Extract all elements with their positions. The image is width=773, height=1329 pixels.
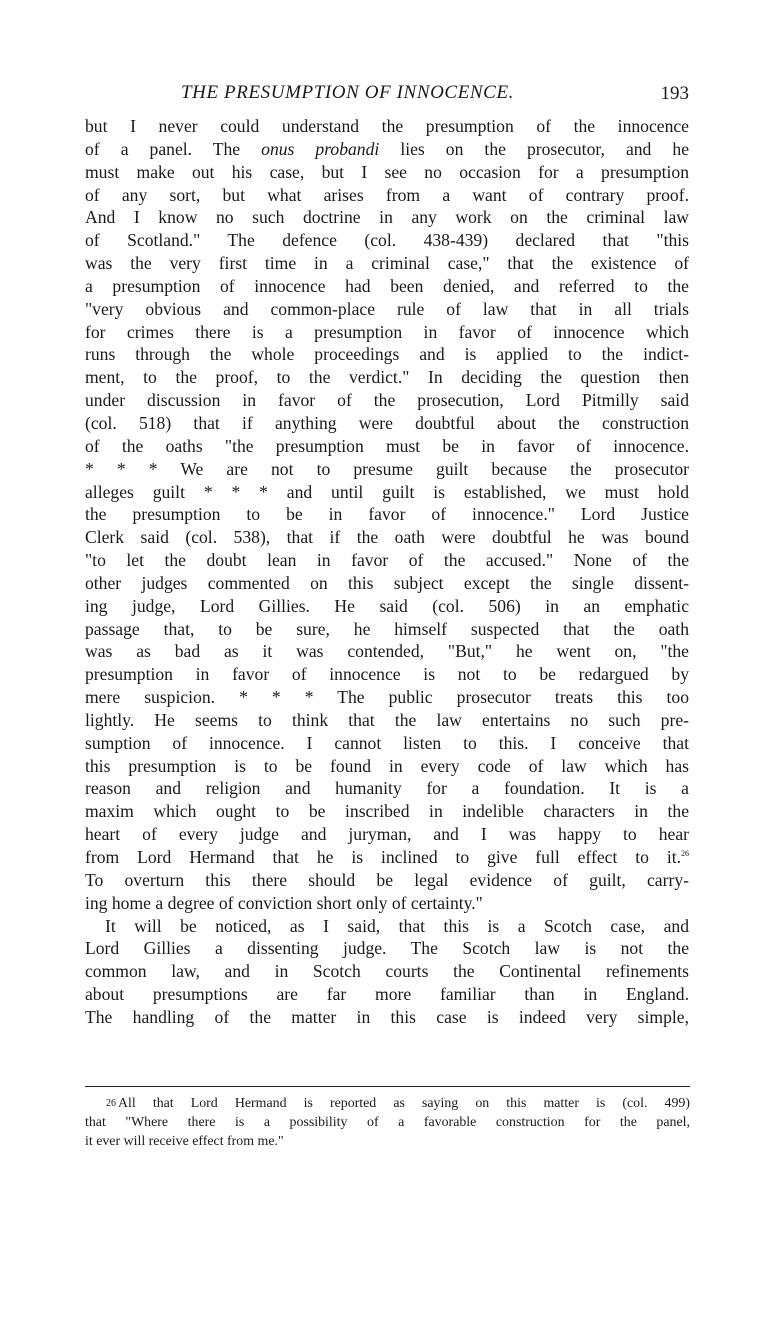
text-line: common law, and in Scotch courts the Continental refinements <box>85 961 689 982</box>
body-text <box>85 115 689 1029</box>
text-line: To overturn this there should be legal evidence of guilt, carry- <box>85 869 689 890</box>
paragraph-start-line: It will be noticed, as I said, that this is a Scotch case, and <box>105 915 689 936</box>
text-line: of Scotland." The defence (col. 438-439) declared that "this <box>85 230 689 251</box>
text-fragment: All that Lord Hermand is reported as saying on this matter is (col. 499) <box>118 1096 690 1111</box>
text-line: Lord Gillies a dissenting judge. The Scotch law is not the <box>85 938 689 959</box>
running-head <box>85 82 689 106</box>
text-line: was as bad as it was contended, "But," he went on, "the <box>85 641 689 662</box>
footnote-line: that "Where there is a possibility of a favorable construction for the panel, <box>85 1115 690 1130</box>
text-line: Clerk said (col. 538), that if the oath were doubtful he was bound <box>85 527 689 548</box>
text-line: ing home a degree of conviction short only of certainty." <box>85 892 483 913</box>
text-line: ment, to the proof, to the verdict." In deciding the question then <box>85 367 689 388</box>
text-line: And I know no such doctrine in any work on the criminal law <box>85 207 689 228</box>
text-line: maxim which ought to be inscribed in indelible characters in the <box>85 801 689 822</box>
footnote-divider <box>85 1086 690 1087</box>
text-fragment: lies on the prosecutor, and he <box>379 138 690 159</box>
text-fragment: of a panel. The <box>85 138 262 159</box>
text-line: of the oaths "the presumption must be in favor of innocence. <box>85 435 689 456</box>
text-line: * * * We are not to presume guilt because the prosecutor <box>85 458 689 479</box>
text-line: "very obvious and common-place rule of law that in all trials <box>85 298 689 319</box>
running-title: THE PRESUMPTION OF INNOCENCE. <box>181 82 515 103</box>
text-line: sumption of innocence. I cannot listen to this. I conceive that <box>85 732 689 753</box>
text-line: this presumption is to be found in every code of law which has <box>85 755 689 776</box>
text-line: ing judge, Lord Gillies. He said (col. 506) in an emphatic <box>85 595 689 616</box>
text-line: runs through the whole proceedings and is applied to the indict- <box>85 344 689 365</box>
text-line: mere suspicion. * * * The public prosecutor treats this too <box>85 687 689 708</box>
text-line: was the very first time in a criminal case," that the existence of <box>85 253 689 274</box>
text-line: but I never could understand the presumption of the innocence <box>85 116 689 136</box>
text-line: of any sort, but what arises from a want of contrary proof. <box>85 184 689 205</box>
latin-phrase: onus probandi <box>261 138 380 159</box>
text-line: the presumption to be in favor of innocence." Lord Justice <box>85 504 689 525</box>
text-line: reason and religion and humanity for a foundation. It is a <box>85 778 689 799</box>
text-line: under discussion in favor of the prosecution, Lord Pitmilly said <box>85 390 689 411</box>
text-line: presumption in favor of innocence is not to be redargued by <box>85 664 689 685</box>
text-line: a presumption of innocence had been denied, and referred to the <box>85 275 689 296</box>
text-fragment: from Lord Hermand that he is inclined to give full effect to it. <box>85 847 681 867</box>
text-line: must make out his case, but I see no occasion for a presumption <box>85 161 689 182</box>
footnote-marker: 26 <box>106 1098 116 1109</box>
text-line: for crimes there is a presumption in favor of innocence which <box>85 321 689 342</box>
footnote-reference[interactable]: 26 <box>681 849 689 858</box>
text-line: heart of every judge and juryman, and I was happy to hear <box>85 824 689 845</box>
text-line <box>85 138 689 161</box>
text-line <box>85 846 689 869</box>
text-line: The handling of the matter in this case is indeed very simple, <box>85 1006 689 1027</box>
footnote-line <box>85 1094 690 1113</box>
text-line: "to let the doubt lean in favor of the accused." None of the <box>85 550 689 571</box>
footnotes <box>85 1094 690 1151</box>
page-number: 193 <box>660 83 689 104</box>
text-line: passage that, to be sure, he himself suspected that the oath <box>85 618 689 639</box>
footnote-line: it ever will receive effect from me." <box>85 1134 284 1149</box>
text-line: other judges commented on this subject except the single dissent- <box>85 572 689 593</box>
text-line: about presumptions are far more familiar than in England. <box>85 984 689 1005</box>
text-line: (col. 518) that if anything were doubtful about the construction <box>85 412 689 433</box>
text-line: lightly. He seems to think that the law entertains no such pre- <box>85 709 689 730</box>
text-line: alleges guilt * * * and until guilt is established, we must hold <box>85 481 689 502</box>
